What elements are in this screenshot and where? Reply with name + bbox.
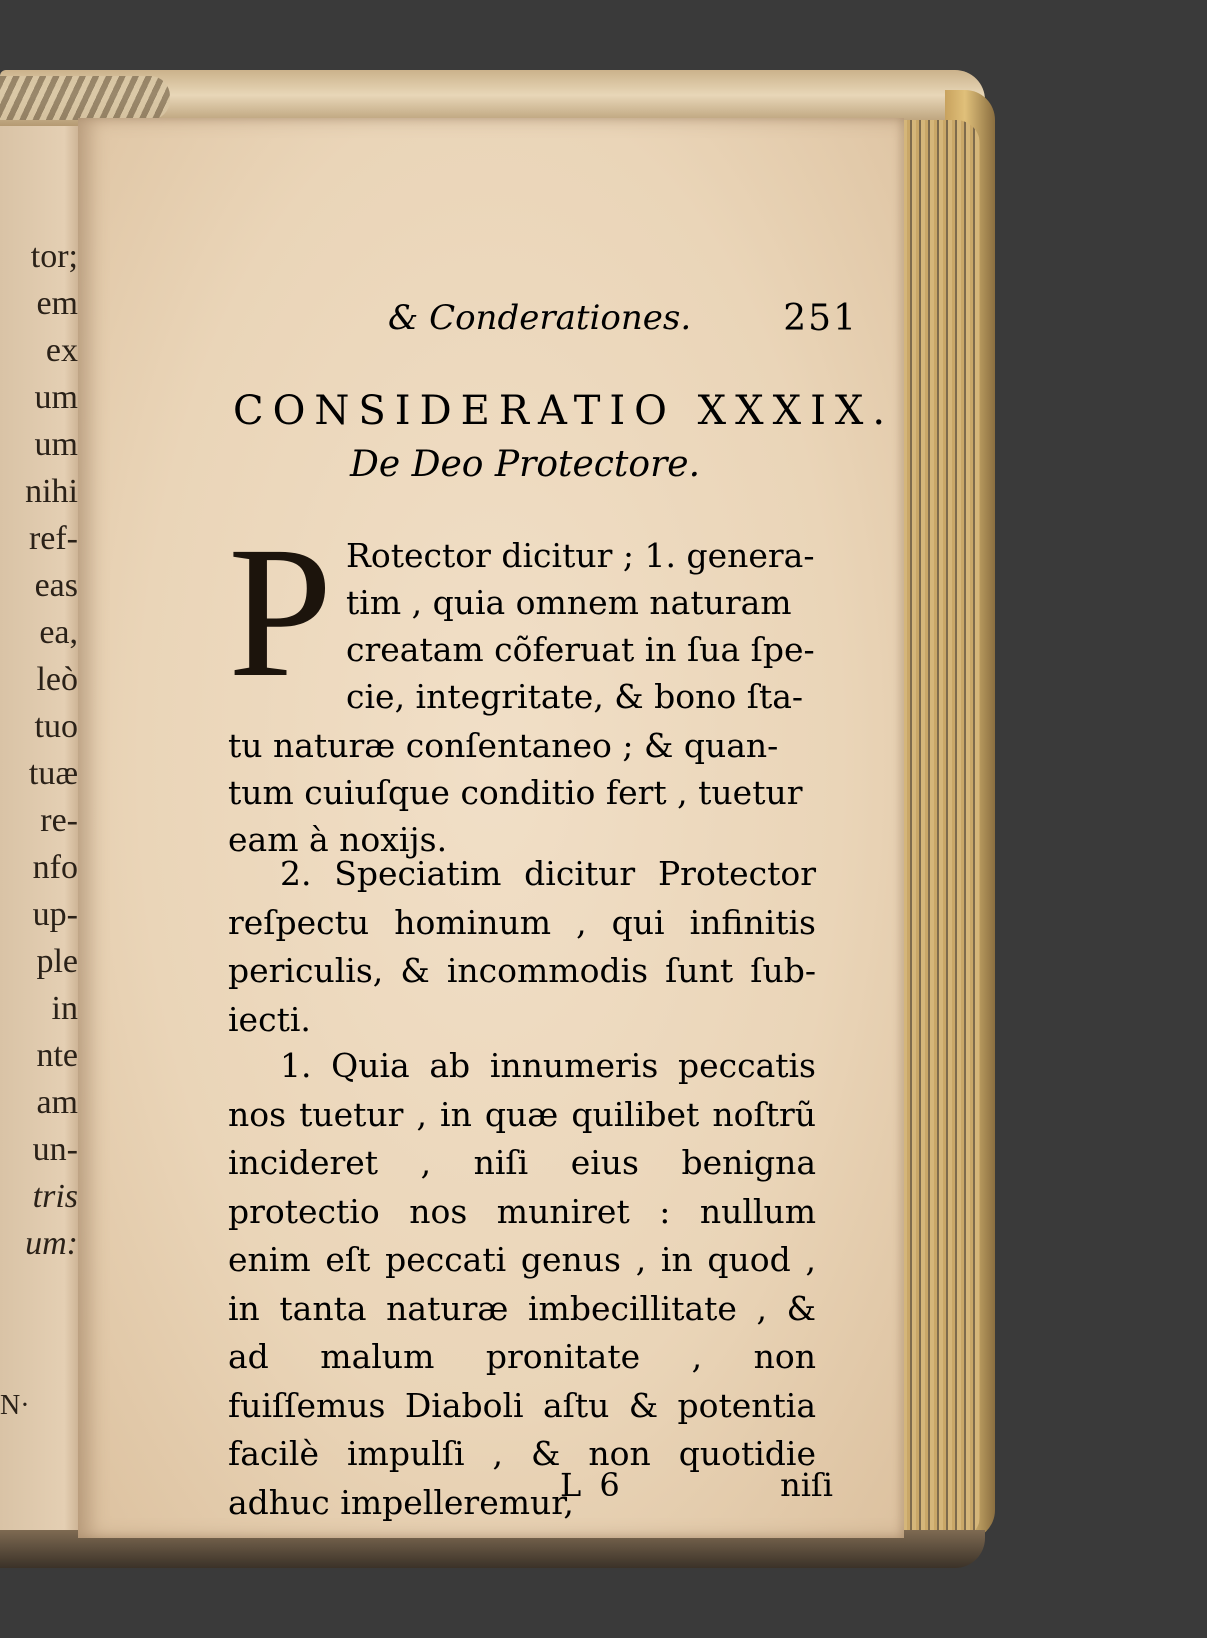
- previous-page-fragment: um: [34, 379, 78, 416]
- text-line: tum cuiuſque conditio fert , tuetur: [228, 773, 803, 812]
- previous-page-fragment: tris: [32, 1178, 78, 1215]
- previous-page-fragment: ple: [36, 943, 78, 980]
- previous-page-fragment: in: [51, 990, 78, 1027]
- previous-page-fragment: tor;: [30, 238, 78, 275]
- text-line: creatam cõferuat in ſua ſpe-: [346, 630, 815, 669]
- catchword: niſi: [780, 1466, 833, 1504]
- drop-cap: P: [228, 507, 333, 716]
- previous-page-fragment: eas: [34, 567, 78, 604]
- paragraph-1-continued: [228, 722, 816, 863]
- paragraph-1-indented: [346, 532, 816, 720]
- binding-cord: [0, 76, 170, 120]
- chapter-title: CONSIDERATIO XXXIX.: [233, 388, 895, 434]
- previous-page-fragment: um:: [25, 1225, 78, 1262]
- page-number: 251: [783, 298, 858, 339]
- paragraph-3: 1. Quia ab innumeris peccatis nos tuetur , in quæ quilibet noſtrũ incideret , niſi eius benigna protectio nos muniret : nullum enim eſt peccati genus , in quod , in tanta naturæ imbecillitate , & ad malum pronitate , non fuiſſemus Diaboli aſtu & potentia facilè impulſi , & non quotidie adhuc impelleremur,: [228, 1046, 816, 1522]
- running-head: & Conderationes.: [388, 298, 692, 338]
- previous-page-fragment: tuo: [34, 708, 78, 745]
- page-footer: [228, 1466, 833, 1506]
- previous-page-fragment: nte: [36, 1037, 78, 1074]
- previous-page-fragment: leò: [36, 661, 78, 698]
- page-251: [78, 118, 904, 1538]
- text-line: tu naturæ conſentaneo ; & quan-: [228, 726, 779, 765]
- text-line: cie, integritate, & bono ſta-: [346, 677, 804, 716]
- previous-page-fragment: am: [36, 1084, 78, 1121]
- previous-page-fragment: ex: [45, 332, 78, 369]
- previous-page-signature: N·: [0, 1390, 30, 1421]
- page-header: [228, 298, 858, 348]
- previous-page-fragment: em: [36, 285, 78, 322]
- text-line: eam à noxijs.: [228, 820, 448, 859]
- paragraph-2: 2. Speciatim dicitur Protector reſpectu hominum , qui infinitis periculis, & incommodis ſunt ſub-iecti.: [228, 854, 816, 1039]
- previous-page-fragment: up-: [32, 896, 78, 933]
- previous-page-fragment: nihi: [25, 473, 78, 510]
- previous-page-fragment: nfo: [32, 849, 78, 886]
- text-line: Rotector dicitur ; 1. genera-: [346, 536, 815, 575]
- text-line: tim , quia omnem naturam: [346, 583, 792, 622]
- previous-page-fragment: ref-: [28, 520, 78, 557]
- previous-page-fragment: un-: [32, 1131, 78, 1168]
- previous-page-fragment: ea,: [39, 614, 78, 651]
- previous-page-fragment: tuæ: [28, 755, 78, 792]
- previous-page-fragment: um: [34, 426, 78, 463]
- signature-mark: L 6: [560, 1466, 624, 1504]
- chapter-subtitle: De Deo Protectore.: [350, 444, 701, 485]
- previous-page-fragment: re-: [40, 802, 78, 839]
